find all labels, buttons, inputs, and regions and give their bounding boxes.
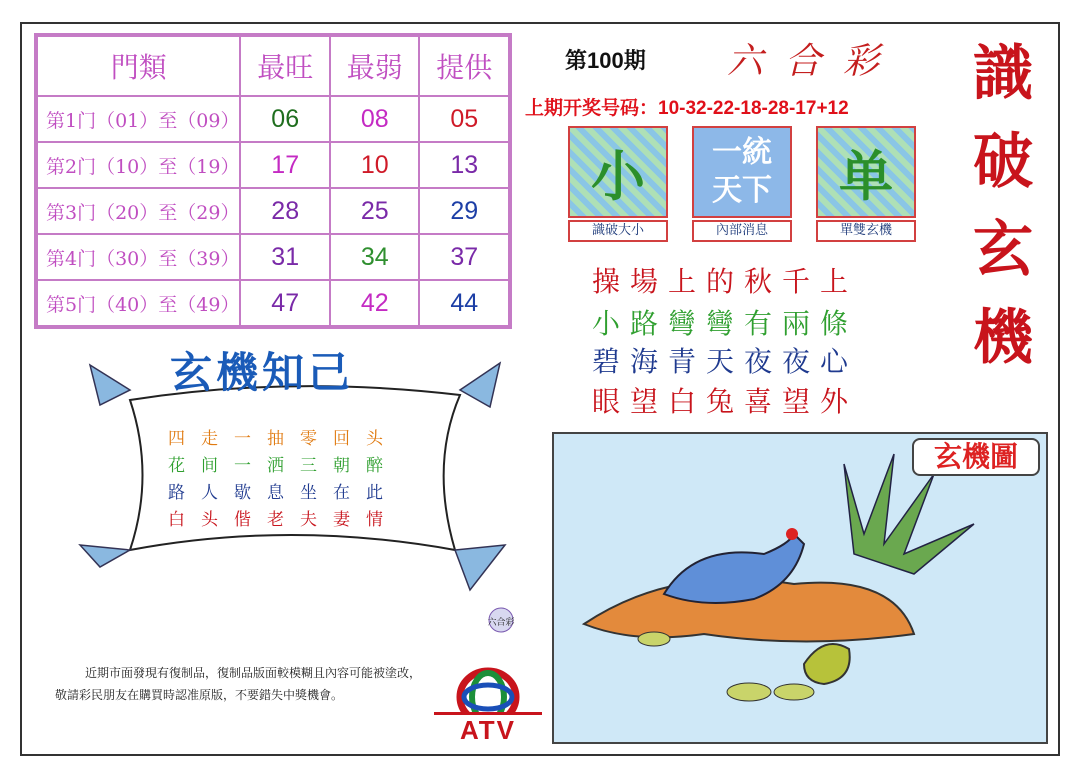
brand-char: 玄 (973, 215, 1033, 285)
bird-icon (80, 545, 130, 567)
offer-number: 44 (419, 280, 509, 326)
bird-icon (90, 365, 130, 405)
table-row (37, 142, 509, 188)
cold-number: 25 (330, 188, 420, 234)
gate-label: 第3门（20）至（29） (37, 188, 240, 234)
brand-char: 機 (973, 303, 1033, 373)
offer-number: 13 (419, 142, 509, 188)
tile-image: 小 (568, 126, 668, 218)
hot-number: 06 (240, 96, 330, 142)
lottery-logo-text: 六合彩 (487, 618, 515, 628)
brand-char: 識 (973, 39, 1033, 109)
header-cold: 最弱 (330, 36, 420, 96)
card-poem-line: 四走一抽零回头 (168, 429, 399, 449)
table-row (37, 234, 509, 280)
issue-number: 第100期 (565, 48, 646, 73)
gate-label: 第1门（01）至（09） (37, 96, 240, 142)
tile-size (568, 126, 668, 244)
tile-news (692, 126, 792, 244)
header-hot: 最旺 (240, 36, 330, 96)
offer-number: 05 (419, 96, 509, 142)
bird-icon (455, 545, 505, 590)
hot-number: 31 (240, 234, 330, 280)
offer-number: 29 (419, 188, 509, 234)
header-offer: 提供 (419, 36, 509, 96)
poem-line: 碧海青天夜夜心 (592, 345, 859, 378)
tile-odd-even (816, 126, 916, 244)
poem-line: 操場上的秋千上 (592, 265, 859, 298)
last-draw-numbers: 上期开奖号码：10-32-22-18-28-17+12 (525, 98, 849, 119)
card-title: 玄機知己 (170, 348, 355, 397)
cold-number: 10 (330, 142, 420, 188)
tile-image: 单 (816, 126, 916, 218)
atv-label: ATV (434, 712, 542, 745)
table-row (37, 280, 509, 326)
cold-number: 08 (330, 96, 420, 142)
riddle-picture (552, 432, 1048, 744)
gate-label: 第5门（40）至（49） (37, 280, 240, 326)
tile-image: 一統天下 (692, 126, 792, 218)
card-poem-line: 花间一洒三朝醉 (168, 456, 399, 476)
offer-number: 37 (419, 234, 509, 280)
lottery-name: 六合彩 (727, 41, 902, 82)
hot-number: 17 (240, 142, 330, 188)
gate-label: 第2门（10）至（19） (37, 142, 240, 188)
tile-caption: 內部消息 (692, 220, 792, 242)
scene-title: 玄機圖 (912, 438, 1040, 476)
cold-number: 42 (330, 280, 420, 326)
card-poem-line: 路人歇息坐在此 (168, 483, 399, 503)
tile-caption: 識破大小 (568, 220, 668, 242)
cold-number: 34 (330, 234, 420, 280)
gate-label: 第4门（30）至（39） (37, 234, 240, 280)
poem-line: 小路彎彎有兩條 (592, 307, 859, 340)
poem-line: 眼望白兔喜望外 (592, 385, 859, 418)
brand-char: 破 (973, 127, 1033, 197)
card-poem-line: 白头偕老夫妻情 (168, 510, 399, 530)
stats-table (34, 33, 512, 329)
table-row (37, 188, 509, 234)
chick-icon (804, 644, 850, 684)
brand-title (958, 30, 1048, 382)
tile-caption: 單雙玄機 (816, 220, 916, 242)
table-header-row (37, 36, 509, 96)
table-row (37, 96, 509, 142)
header-gate: 門類 (37, 36, 240, 96)
lottery-logo (478, 606, 524, 640)
notice-text: 近期市面發現有復制品，復制品版面較模糊且內容可能被塗改，敬請彩民朋友在購買時認准原版，不要錯失中獎機會。 (55, 666, 422, 702)
hot-number: 47 (240, 280, 330, 326)
bird-icon (460, 363, 500, 407)
hot-number: 28 (240, 188, 330, 234)
